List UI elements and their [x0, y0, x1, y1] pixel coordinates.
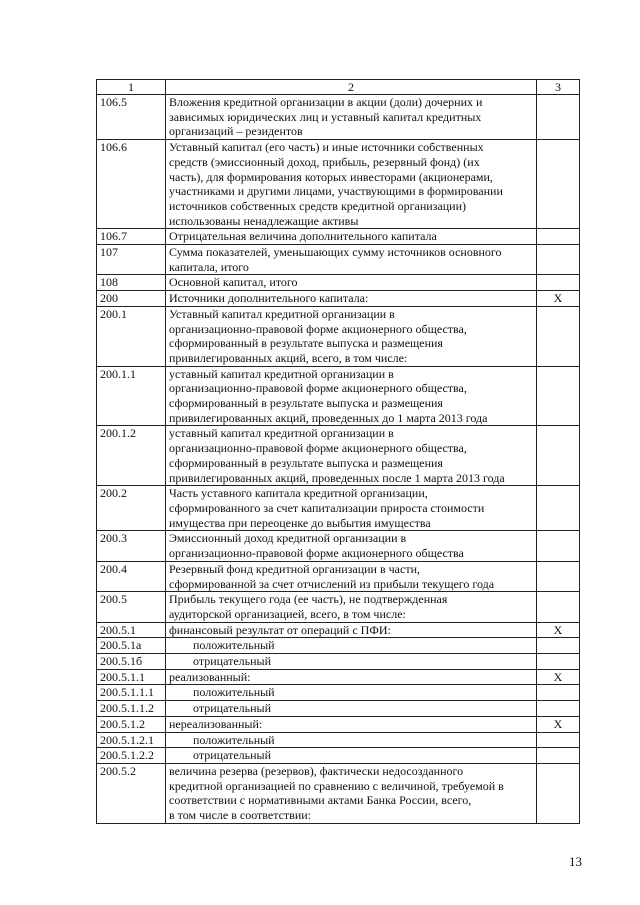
row-mark: [537, 561, 580, 591]
table-row: [97, 701, 580, 717]
row-mark: X: [537, 622, 580, 638]
table-header-row: [97, 80, 580, 95]
row-description: уставный капитал кредитной организации в организационно-правовой форме акционерного общества, сформированный в результате выпуска и размещения привилегированных акций, проведенных после 1 марта 2013 года: [166, 426, 537, 486]
row-description: Вложения кредитной организации в акции (доли) дочерних и зависимых юридических лиц и уставный капитал кредитных организаций – резидентов: [166, 95, 537, 140]
row-code: 106.5: [97, 95, 166, 140]
row-code: 200.2: [97, 486, 166, 531]
table-row: [97, 229, 580, 245]
row-mark: [537, 531, 580, 561]
capital-sources-table: [96, 79, 580, 824]
row-code: 200.5.1.1.2: [97, 701, 166, 717]
row-code: 200.4: [97, 561, 166, 591]
row-code: 200.1.1: [97, 366, 166, 426]
row-code: 200.5: [97, 592, 166, 622]
table-row: [97, 638, 580, 654]
row-description: положительный: [166, 685, 537, 701]
row-description: Эмиссионный доход кредитной организации в организационно-правовой форме акционерного общества: [166, 531, 537, 561]
row-code: 106.6: [97, 140, 166, 229]
table-row: [97, 291, 580, 307]
row-mark: [537, 229, 580, 245]
table-row: [97, 748, 580, 764]
table-row: [97, 366, 580, 426]
row-description: Отрицательная величина дополнительного капитала: [166, 229, 537, 245]
row-code: 106.7: [97, 229, 166, 245]
table-row: [97, 592, 580, 622]
row-description: реализованный:: [166, 669, 537, 685]
row-mark: [537, 701, 580, 717]
row-code: 108: [97, 275, 166, 291]
row-code: 200.5.1.1: [97, 669, 166, 685]
row-description: Часть уставного капитала кредитной организации, сформированного за счет капитализации прироста стоимости имущества при переоценке до выбытия имущества: [166, 486, 537, 531]
table-row: [97, 763, 580, 823]
row-code: 200: [97, 291, 166, 307]
table-row: [97, 275, 580, 291]
row-description: Сумма показателей, уменьшающих сумму источников основного капитала, итого: [166, 245, 537, 275]
row-mark: [537, 685, 580, 701]
row-code: 200.1: [97, 306, 166, 366]
page-number: 13: [569, 854, 582, 869]
row-code: 200.5.1.2.1: [97, 732, 166, 748]
table-row: [97, 140, 580, 229]
row-mark: [537, 306, 580, 366]
row-mark: X: [537, 716, 580, 732]
row-mark: [537, 426, 580, 486]
row-mark: [537, 275, 580, 291]
row-mark: [537, 245, 580, 275]
table-row: [97, 561, 580, 591]
row-description: Резервный фонд кредитной организации в части, сформированной за счет отчислений из прибыли текущего года: [166, 561, 537, 591]
row-code: 107: [97, 245, 166, 275]
table-body: [97, 80, 580, 824]
row-mark: X: [537, 669, 580, 685]
row-description: положительный: [166, 732, 537, 748]
row-description: положительный: [166, 638, 537, 654]
table-row: [97, 531, 580, 561]
row-mark: [537, 366, 580, 426]
row-code: 200.5.1а: [97, 638, 166, 654]
row-code: 200.1.2: [97, 426, 166, 486]
table-row: [97, 716, 580, 732]
table-row: [97, 732, 580, 748]
row-description: Основной капитал, итого: [166, 275, 537, 291]
row-description: уставный капитал кредитной организации в организационно-правовой форме акционерного общества, сформированный в результате выпуска и размещения привилегированных акций, проведенных до 1 марта 2013 года: [166, 366, 537, 426]
table-row: [97, 245, 580, 275]
row-mark: [537, 486, 580, 531]
table-row: [97, 95, 580, 140]
row-mark: [537, 654, 580, 670]
row-description: нереализованный:: [166, 716, 537, 732]
row-description: Источники дополнительного капитала:: [166, 291, 537, 307]
row-description: величина резерва (резервов), фактически недосозданного кредитной организацией по сравнению с величиной, требуемой в соответствии с нормативными актами Банка России, всего, в том числе в соответствии:: [166, 763, 537, 823]
table-row: [97, 426, 580, 486]
row-description: отрицательный: [166, 701, 537, 717]
row-mark: [537, 95, 580, 140]
row-description: Уставный капитал кредитной организации в организационно-правовой форме акционерного общества, сформированный в результате выпуска и размещения привилегированных акций, всего, в том числе:: [166, 306, 537, 366]
row-code: 200.5.1: [97, 622, 166, 638]
row-mark: X: [537, 291, 580, 307]
header-col-1: 1: [97, 80, 166, 95]
row-code: 200.5.1б: [97, 654, 166, 670]
row-mark: [537, 748, 580, 764]
row-mark: [537, 763, 580, 823]
header-col-2: 2: [166, 80, 537, 95]
row-description: Прибыль текущего года (ее часть), не подтвержденная аудиторской организацией, всего, в том числе:: [166, 592, 537, 622]
row-mark: [537, 592, 580, 622]
table-row: [97, 669, 580, 685]
table-row: [97, 685, 580, 701]
row-description: Уставный капитал (его часть) и иные источники собственных средств (эмиссионный доход, прибыль, резервный фонд) (их часть), для формирования которых инвесторами (акционерами, участниками и другими лицами, участвующими в формировании источников собственных средств кредитной организации) использованы ненадлежащие активы: [166, 140, 537, 229]
table-row: [97, 654, 580, 670]
table-row: [97, 486, 580, 531]
table-row: [97, 622, 580, 638]
row-code: 200.3: [97, 531, 166, 561]
row-code: 200.5.1.2.2: [97, 748, 166, 764]
row-code: 200.5.2: [97, 763, 166, 823]
table-row: [97, 306, 580, 366]
row-description: финансовый результат от операций с ПФИ:: [166, 622, 537, 638]
row-code: 200.5.1.2: [97, 716, 166, 732]
row-description: отрицательный: [166, 748, 537, 764]
row-mark: [537, 732, 580, 748]
row-mark: [537, 140, 580, 229]
header-col-3: 3: [537, 80, 580, 95]
row-description: отрицательный: [166, 654, 537, 670]
row-code: 200.5.1.1.1: [97, 685, 166, 701]
row-mark: [537, 638, 580, 654]
